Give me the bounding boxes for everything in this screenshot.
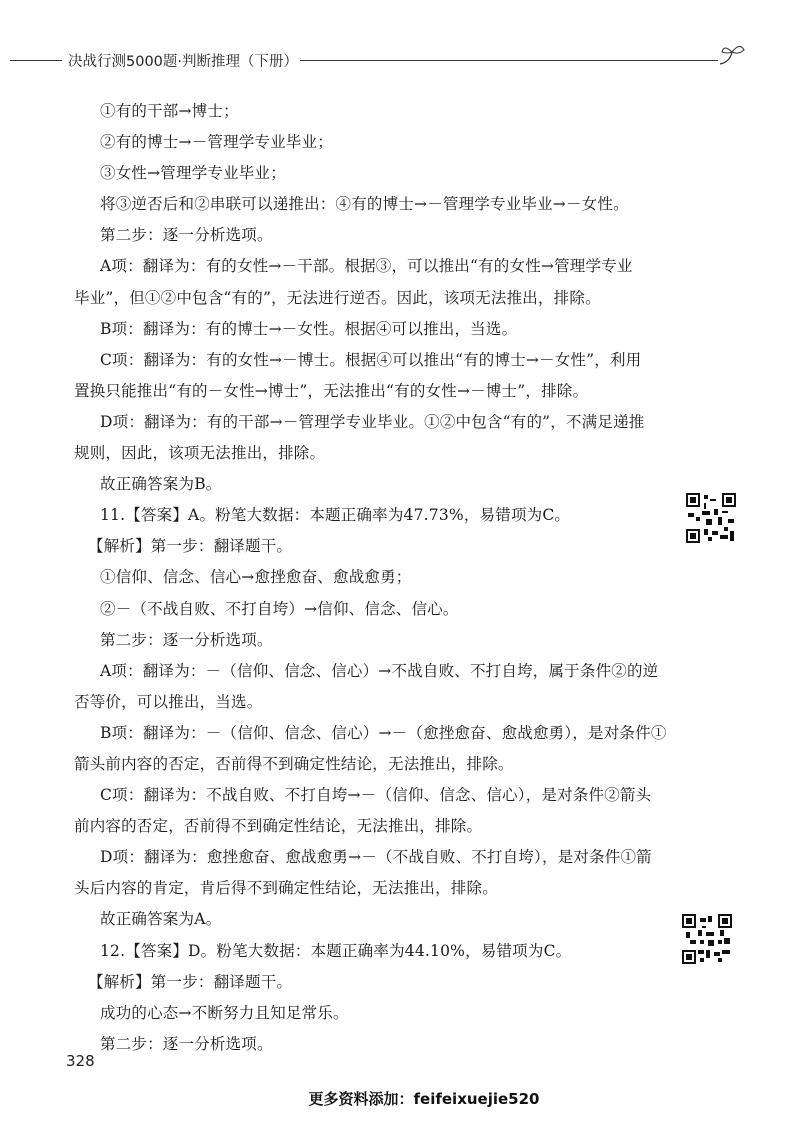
text-line: 箭头前内容的否定，否前得不到确定性结论，无法推出，排除。 — [74, 754, 514, 773]
text-line: ②有的博士→－管理学专业毕业； — [100, 133, 333, 152]
text-line: 故正确答案为B。 — [100, 475, 222, 494]
text-line: D项：翻译为：有的干部→－管理学专业毕业。①②中包含“有的”，不满足递推 — [100, 412, 645, 431]
header-rule-right — [300, 60, 718, 61]
text-line: 规则，因此，该项无法推出，排除。 — [74, 444, 326, 463]
text-line: 成功的心态→不断努力且知足常乐。 — [100, 1003, 349, 1022]
analysis-line: 【解析】第一步：翻译题干。 — [88, 537, 293, 556]
answer-line: 11.【答案】A。粉笔大数据：本题正确率为47.73%，易错项为C。 — [100, 506, 571, 525]
footer-label: 更多资料添加： — [308, 1090, 414, 1108]
qr-code-icon — [686, 493, 736, 543]
text-line: D项：翻译为：愈挫愈奋、愈战愈勇→－（不战自败、不打自垮），是对条件①箭 — [100, 848, 652, 867]
text-line: 第二步：逐一分析选项。 — [100, 226, 273, 245]
header-title: 决战行测5000题·判断推理（下册） — [68, 54, 299, 70]
text-line: 前内容的否定，否前得不到确定性结论，无法推出，排除。 — [74, 817, 483, 836]
page-number: 328 — [66, 1052, 95, 1070]
text-line: ①有的干部→博士； — [100, 102, 239, 120]
sprout-icon — [716, 42, 748, 70]
text-line: B项：翻译为：－（信仰、信念、信心）→－（愈挫愈奋、愈战愈勇），是对条件① — [100, 723, 667, 742]
page-body — [74, 96, 668, 1060]
text-line: 故正确答案为A。 — [100, 910, 222, 929]
text-line: ②－（不战自败、不打自垮）→信仰、信念、信心。 — [100, 599, 459, 618]
text-line: 头后内容的肯定，肯后得不到确定性结论，无法推出，排除。 — [74, 879, 498, 898]
text-line: 第二步：逐一分析选项。 — [100, 630, 273, 649]
text-line: 否等价，可以推出，当选。 — [74, 692, 263, 711]
text-line: C项：翻译为：不战自败、不打自垮→－（信仰、信念、信心），是对条件②箭头 — [100, 786, 652, 805]
text-line: 毕业”，但①②中包含“有的”，无法进行逆否。因此，该项无法推出，排除。 — [74, 288, 601, 307]
answer-line: 12.【答案】D。粉笔大数据：本题正确率为44.10%，易错项为C。 — [100, 941, 572, 960]
text-line: A项：翻译为：有的女性→－干部。根据③，可以推出“有的女性→管理学专业 — [100, 257, 633, 276]
footer-handle: feifeixuejie520 — [413, 1090, 540, 1108]
qr-code-icon — [682, 914, 732, 964]
text-line: ③女性→管理学专业毕业； — [100, 164, 286, 183]
analysis-line: 【解析】第一步：翻译题干。 — [88, 972, 293, 991]
text-line: ①信仰、信念、信心→愈挫愈奋、愈战愈勇； — [100, 568, 412, 587]
text-line: A项：翻译为：－（信仰、信念、信心）→不战自败、不打自垮，属于条件②的逆 — [100, 661, 659, 680]
text-line: 将③逆否后和②串联可以递推出：④有的博士→－管理学专业毕业→－女性。 — [100, 195, 629, 214]
header-rule-left — [10, 60, 62, 61]
footer-note — [0, 1088, 800, 1109]
text-line: B项：翻译为：有的博士→－女性。根据④可以推出，当选。 — [100, 319, 518, 338]
running-header — [0, 44, 800, 74]
text-line: 第二步：逐一分析选项。 — [100, 1034, 273, 1053]
text-line: C项：翻译为：有的女性→－博士。根据④可以推出“有的博士→－女性”，利用 — [100, 350, 642, 369]
text-line: 置换只能推出“有的－女性→博士”，无法推出“有的女性→－博士”，排除。 — [74, 381, 589, 400]
